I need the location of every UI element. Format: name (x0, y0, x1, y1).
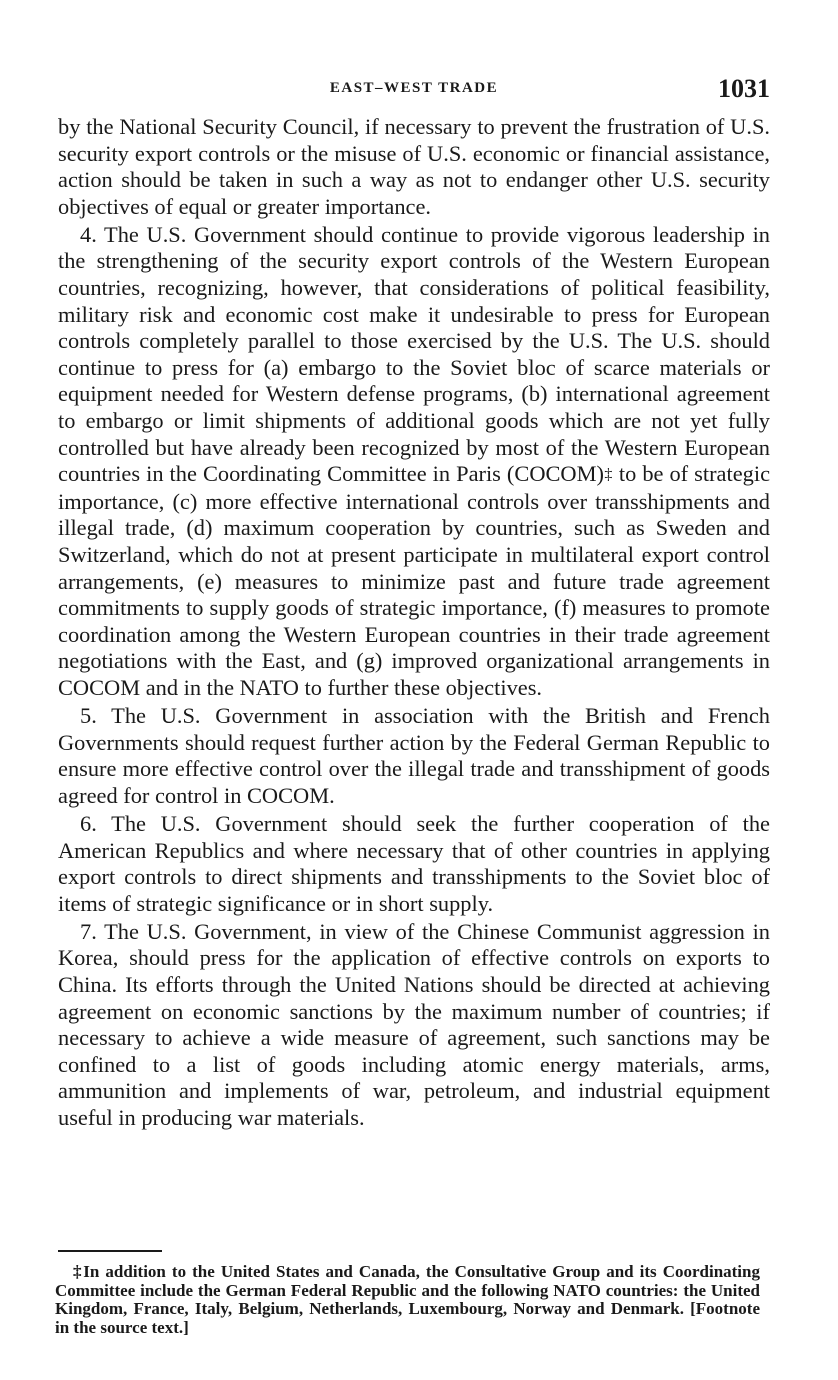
page-header (58, 74, 770, 110)
footnote-reference-marker[interactable]: ‡ (603, 466, 613, 484)
paragraph-4 (58, 222, 770, 702)
paragraph-7: 7. The U.S. Government, in view of the Chinese Communist aggression in Korea, should press for the application of effective controls on exports to China. Its efforts through the United Nations should be directed at achieving agreement on economic sanctions by the maximum number of countries; if necessary to achieve a wide measure of agreement, such sanctions may be confined to a list of goods including atomic energy materials, arms, ammunition and implements of war, petroleum, and industrial equipment useful in producing war materials. (58, 918, 770, 1130)
paragraph-continued: by the National Security Council, if necessary to prevent the frustration of U.S. security export controls or the misuse of U.S. economic or financial assistance, action should be taken in such a way as not to endanger other U.S. security objectives of equal or greater importance. (58, 114, 770, 219)
body-text (58, 114, 770, 1132)
footnote-paragraph (55, 1263, 760, 1337)
paragraph-5: 5. The U.S. Government in association with the British and French Governments should request further action by the Federal German Republic to ensure more effective control over the illegal trade and transshipment of goods agreed for control in COCOM. (58, 703, 770, 808)
footnote-marker: ‡ (73, 1262, 84, 1281)
paragraph-4-text-b: to be of strategic importance, (c) more effective international controls over transshipments and illegal trade, (d) maximum cooperation by countries, such as Sweden and Switzerland, which do not at present participate in multilateral export control arrangements, (e) measures to minimize past and future trade agreement commitments to supply goods of strategic importance, (f) measures to promote coordination among the Western European countries in their trade agreement negotiations with the East, and (g) improved organizational arrangements in COCOM and in the NATO to further these objectives. (58, 461, 771, 700)
footnote (55, 1263, 760, 1337)
page-number: 1031 (718, 74, 770, 103)
footnote-text: In addition to the United States and Canada, the Consultative Group and its Coordinating Committee include the German Federal Republic and the following NATO countries: the United Kingdom, France, Italy, Belgium, Netherlands, Luxembourg, Norway and Denmark. [Footnote in the source text.] (55, 1262, 760, 1337)
paragraph-6: 6. The U.S. Government should seek the further cooperation of the American Republics and where necessary that of other countries in applying export controls to direct shipments and transshipments to the Soviet bloc of items of strategic significance or in short supply. (58, 810, 770, 916)
paragraph-4-text-a: 4. The U.S. Government should continue to provide vigorous leadership in the strengthening of the security export controls of the Western European countries, recognizing, however, that considerations of political feasibility, military risk and economic cost make it undesirable to press for European controls completely parallel to those exercised by the U.S. The U.S. should continue to press for (a) embargo to the Soviet bloc of scarce materials or equipment needed for Western defense programs, (b) international agreement to embargo or limit shipments of additional goods which are not yet fully controlled but have already been recognized by most of the Western European countries in the Coordinating Committee in Paris (COCOM) (58, 221, 770, 487)
footnote-divider (58, 1250, 162, 1252)
running-title: EAST–WEST TRADE (329, 80, 499, 96)
